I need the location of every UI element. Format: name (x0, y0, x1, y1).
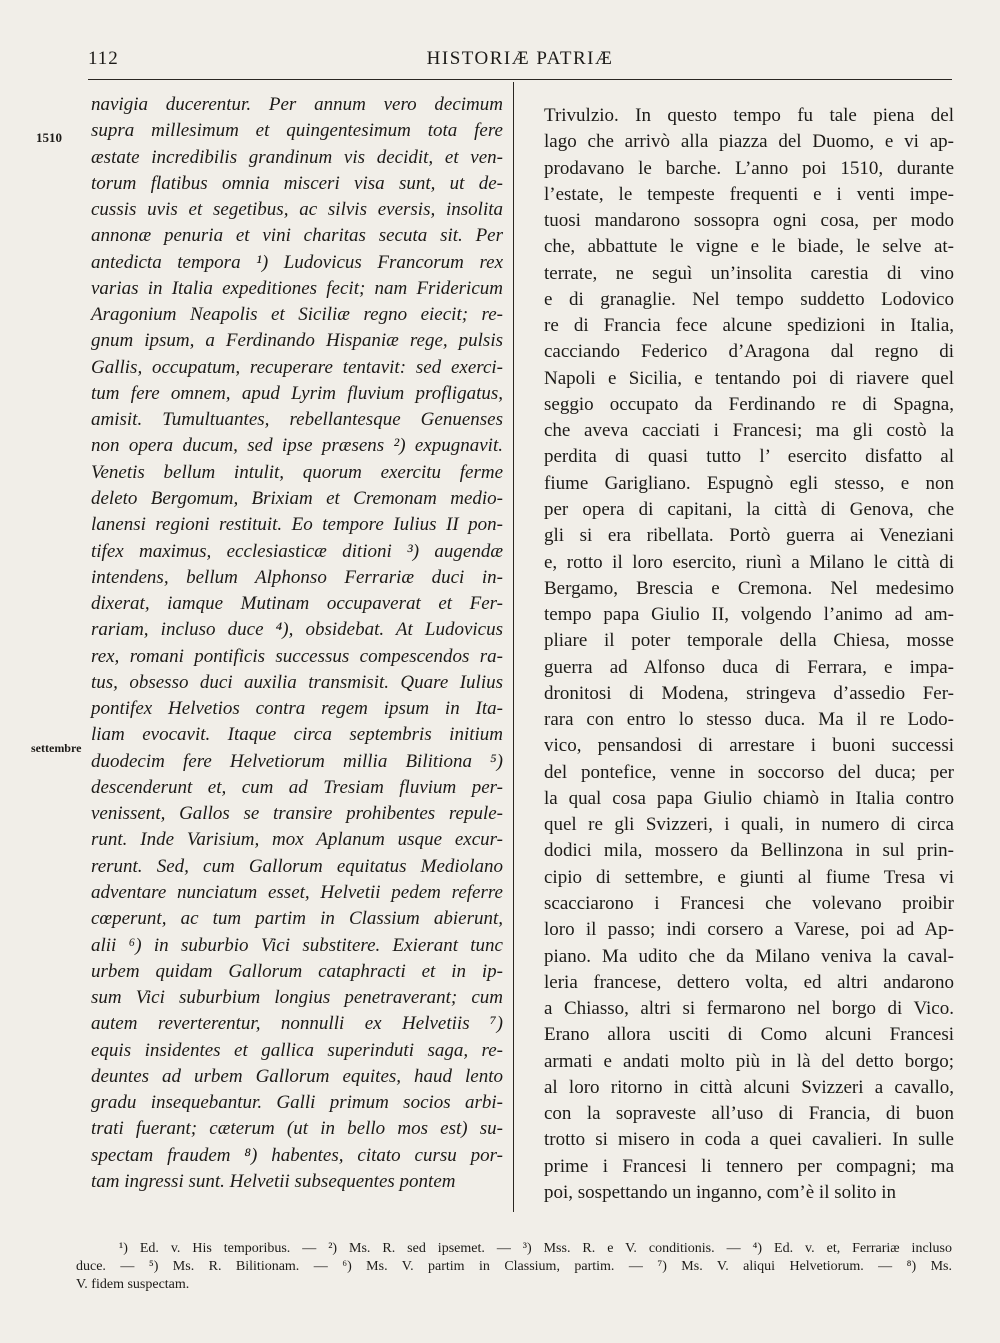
text-line: duodecim fere Helvetiorum millia Bilitiona ⁵) (91, 750, 503, 772)
text-line: la qual cosa papa Giulio chiamò in Italia contro (544, 787, 954, 809)
margin-note-year: 1510 (36, 130, 62, 145)
text-line: guerra ad Alfonso duca di Ferrara, e impa- (544, 656, 954, 678)
text-line: urbem quidam Gallorum cataphracti et in ip- (91, 960, 503, 982)
text-line: tifex maximus, ecclesiasticæ ditioni ³) augendæ (91, 540, 503, 562)
text-line: quel re gli Svizzeri, i quali, in numero di circa (544, 814, 954, 836)
text-line: tempo papa Giulio II, volgendo l’animo ad am- (544, 604, 954, 626)
text-line: gnum ipsum, a Ferdinando Hispaniæ rege, pulsis (91, 330, 503, 352)
text-line: gli si era ribellata. Portò guerra ai Veneziani (544, 525, 954, 547)
text-line: tam ingressi sunt. Helvetii subsequentes pontem (91, 1170, 456, 1192)
text-line: navigia ducerentur. Per annum vero decimum (91, 94, 503, 115)
text-line: trati fuerant; cæterum (ut in bello mos est) su- (91, 1118, 503, 1140)
text-line: cacciando Federico d’Aragona dal regno di (544, 341, 954, 363)
text-line: runt. Inde Varisium, mox Aplanum usque excur- (91, 829, 503, 851)
text-line: armati e andati molto più in là del detto borgo; (544, 1050, 954, 1072)
text-line: ¹) Ed. v. His temporibus. — ²) Ms. R. sed ipsemet. — ³) Mss. R. e V. conditionis. — ⁴) Ed. v. et, Ferrariæ incluso (119, 1241, 952, 1256)
text-line: Bergamo, Brescia e Cremona. Nel medesimo (544, 577, 954, 599)
text-line: prime i Francesi li tennero per compagni; ma (544, 1155, 954, 1177)
text-line: con la sopraveste all’uso di Francia, di buon (544, 1103, 954, 1125)
text-line: gradu insequebantur. Galli primum socios arbi- (91, 1092, 503, 1114)
text-line: tus, obsesso duci auxilia transmisit. Quare Iulius (91, 671, 503, 693)
text-line: loro il passo; indi corsero a Varese, poi ad Ap- (544, 919, 954, 941)
text-line: venissent, Gallos se transire prohibentes repule- (91, 803, 503, 825)
text-line: perdita di quasi tutto l’ esercito disfatto al (544, 446, 954, 468)
text-line: deuntes ad urbem Gallorum equites, haud lento (91, 1065, 503, 1087)
text-line: lago che arrivò alla piazza del Duomo, e vi ap- (544, 131, 954, 153)
text-line: leria francese, dettero volta, ed altri andarono (544, 971, 954, 993)
text-line: annonæ penuria et vini charitas secuta sit. Per (91, 225, 503, 247)
text-line: trotto si misero in coda a quei cavalieri. In sulle (544, 1129, 954, 1151)
running-title: HISTORIÆ PATRIÆ (426, 48, 614, 69)
text-line: che aveva cacciati i Francesi; ma gli costò la (544, 420, 954, 442)
text-line: e di granaglie. Nel tempo suddetto Lodovico (544, 288, 954, 310)
text-line: varias in Italia expeditiones fecit; nam Fridericum (91, 277, 503, 299)
page-header (88, 48, 952, 74)
text-line: V. fidem suspectam. (76, 1277, 190, 1292)
text-line: rex, romani pontificis successus compescendos ra- (91, 645, 503, 667)
text-line: duce. — ⁵) Ms. R. Bilitionam. — ⁶) Ms. V. partim in Classium, partim. — ⁷) Ms. V. aliqui Helvetiorum. — ⁸) Ms. (76, 1259, 952, 1274)
text-line: non opera ducum, sed ipse præsens ²) expugnavit. (91, 435, 503, 457)
text-line: antedicta tempora ¹) Ludovicus Francorum rex (91, 251, 503, 273)
text-line: Gallis, occupatum, recuperare tentavit: sed exerci- (91, 356, 503, 378)
text-line: sum Vici suburbium longius penetraverant; cum (91, 987, 503, 1009)
text-line: per opera di capitani, la città di Genova, che (544, 498, 954, 520)
text-line: tum fere omnem, apud Lyrim fluvium profligatus, (91, 382, 503, 404)
text-line: autem reverterentur, nonnulli ex Helvetiis ⁷) (91, 1013, 503, 1035)
text-line: che, abbattute le vigne e le biade, le selve at- (544, 236, 954, 258)
margin-note-month: settembre (31, 741, 82, 755)
footnotes (76, 1240, 952, 1294)
text-line: piano. Ma udito che da Milano veniva la caval- (544, 945, 954, 967)
text-line: terrate, ne seguì un’insolita carestia di vino (544, 262, 954, 284)
text-line: lanensi regioni restituit. Eo tempore Iulius II pon- (91, 514, 503, 536)
text-line: dodici mila, mossero da Bellinzona in sul prin- (544, 840, 954, 862)
text-line: Napoli e Sicilia, e tentando poi di riavere quel (544, 367, 954, 389)
text-line: Aragonium Neapolis et Siciliæ regno eiecit; re- (91, 304, 503, 326)
text-line: Trivulzio. In questo tempo fu tale piena del (544, 105, 954, 126)
text-line: scacciarono i Francesi che volevano proibir (544, 892, 954, 914)
text-line: supra millesimum et quingentesimum tota fere (91, 120, 503, 142)
text-line: alii ⁶) in suburbio Vici substitere. Exierant tunc (91, 934, 503, 956)
text-line: liam evocavit. Itaque circa septembris initium (91, 724, 503, 746)
column-divider (513, 82, 514, 1212)
text-line: spectam fraudem ⁸) habentes, citato cursu por- (91, 1144, 503, 1166)
latin-text-column (91, 92, 503, 1195)
text-line: æstate incredibilis grandinum vis decidit, et ven- (91, 146, 503, 168)
text-line: fiume Garigliano. Espugnò egli stesso, e non (544, 472, 954, 494)
text-line: rerunt. Sed, cum Gallorum equitatus Mediolano (91, 855, 503, 877)
text-line: pliare il poter temporale della Chiesa, mosse (544, 630, 954, 652)
italian-text-column (544, 103, 954, 1206)
text-line: cussis uvis et segetibus, ac silvis eversis, insolita (91, 199, 503, 221)
text-line: equis insidentes et gallica superinduti saga, re- (91, 1039, 503, 1061)
text-line: vico, pensandosi di arrestare i buoni successi (544, 735, 954, 757)
text-line: re di Francia fece alcune spedizioni in Italia, (544, 315, 954, 337)
text-line: descenderunt et, cum ad Tresiam fluvium per- (91, 776, 503, 798)
text-line: l’estate, le tempeste frequenti e i venti impe- (544, 183, 954, 205)
page-number: 112 (88, 48, 119, 69)
text-line: torum flatibus omnia misceri visa sunt, ut de- (91, 172, 503, 194)
text-line: poi, sospettando un inganno, com’è il solito in (544, 1181, 896, 1203)
text-line: al loro ritorno in città alcuni Svizzeri a cavallo, (544, 1076, 954, 1098)
text-line: dixerat, iamque Mutinam occupaverat et Fer- (91, 593, 503, 615)
text-line: Erano allora usciti di Como alcuni Francesi (544, 1024, 954, 1046)
text-line: amisit. Tumultuantes, rebellantesque Genuenses (91, 409, 503, 431)
text-line: cœperunt, ac tum partim in Classium abierunt, (91, 908, 503, 930)
text-line: a Chiasso, altri si fermarono nel borgo di Vico. (544, 998, 954, 1020)
header-rule (88, 79, 952, 80)
text-line: Venetis bellum intulit, quorum exercitu ferme (91, 461, 503, 483)
text-line: tuosi mandarono sossopra ogni cosa, per modo (544, 210, 954, 232)
text-line: del pontefice, venne in soccorso del duca; per (544, 761, 954, 783)
text-line: cipio di settembre, e giunti al fiume Tresa vi (544, 866, 954, 888)
text-line: dronitosi di Modena, stringeva d’assedio Fer- (544, 682, 954, 704)
text-line: intendens, bellum Alphonso Ferrariæ duci in- (91, 566, 503, 588)
text-line: rariam, incluso duce ⁴), obsidebat. At Ludovicus (91, 619, 503, 641)
text-line: rara con entro lo stesso duca. Ma il re Lodo- (544, 709, 954, 731)
text-line: e, rotto il loro esercito, riunì a Milano le città di (544, 551, 954, 573)
text-line: prodavano le barche. L’anno poi 1510, durante (544, 157, 954, 179)
text-line: deleto Bergomum, Brixiam et Cremonam medio- (91, 487, 503, 509)
text-line: pontifex Helvetios contra regem ipsum in Ita- (91, 698, 503, 720)
text-line: adventare nunciatum esset, Helvetii pedem referre (91, 881, 503, 903)
text-line: seggio occupato da Ferdinando re di Spagna, (544, 393, 954, 415)
